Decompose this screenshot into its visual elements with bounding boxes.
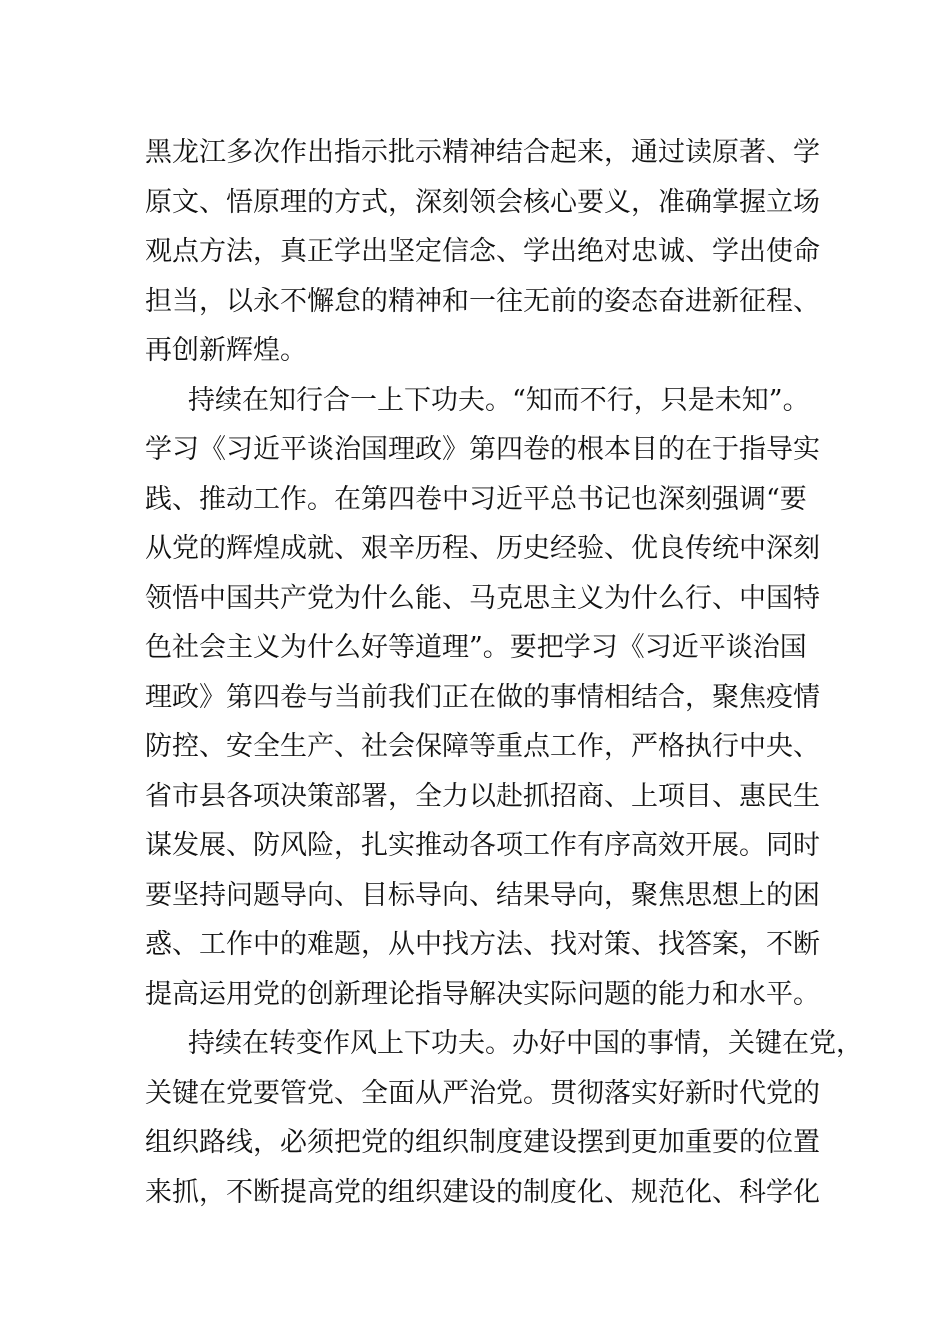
text-line: 担当，以永不懈怠的精神和一往无前的姿态奋进新征程、	[145, 285, 820, 317]
text-line: 色社会主义为什么好等道理”。要把学习《习近平谈治国	[145, 632, 807, 663]
paragraph-start-line: 持续在转变作风上下功夫。办好中国的事情，关键在党，	[188, 1028, 863, 1059]
text-line: 关键在党要管党、全面从严治党。贯彻落实好新时代党的	[145, 1077, 820, 1109]
text-line: 再创新辉煌。	[145, 335, 307, 366]
text-line: 践、推动工作。在第四卷中习近平总书记也深刻强调“要	[145, 483, 807, 515]
text-line: 学习《习近平谈治国理政》第四卷的根本目的在于指导实	[145, 434, 820, 465]
text-line: 谋发展、防风险，扎实推动各项工作有序高效开展。同时	[145, 830, 820, 861]
text-line: 原文、悟原理的方式，深刻领会核心要义，准确掌握立场	[145, 186, 820, 218]
text-line: 组织路线，必须把党的组织制度建设摆到更加重要的位置	[145, 1127, 820, 1158]
text-line: 提高运用党的创新理论指导解决实际问题的能力和水平。	[145, 978, 820, 1010]
text-line: 来抓，不断提高党的组织建设的制度化、规范化、科学化	[145, 1176, 820, 1208]
text-line: 理政》第四卷与当前我们正在做的事情相结合，聚焦疫情	[145, 681, 820, 713]
text-line: 黑龙江多次作出指示批示精神结合起来，通过读原著、学	[145, 137, 820, 168]
text-line: 从党的辉煌成就、艰辛历程、历史经验、优良传统中深刻	[145, 533, 820, 564]
text-line: 防控、安全生产、社会保障等重点工作，严格执行中央、	[145, 731, 820, 762]
text-line: 要坚持问题导向、目标导向、结果导向，聚焦思想上的困	[145, 879, 820, 911]
text-line: 惑、工作中的难题，从中找方法、找对策、找答案，不断	[145, 929, 820, 960]
body-text	[145, 128, 863, 1217]
text-line: 观点方法，真正学出坚定信念、学出绝对忠诚、学出使命	[145, 236, 820, 267]
paragraph-start-line: 持续在知行合一上下功夫。“知而不行，只是未知”。	[188, 384, 810, 416]
text-line: 省市县各项决策部署，全力以赴抓招商、上项目、惠民生	[145, 780, 820, 812]
text-line: 领悟中国共产党为什么能、马克思主义为什么行、中国特	[145, 582, 820, 614]
